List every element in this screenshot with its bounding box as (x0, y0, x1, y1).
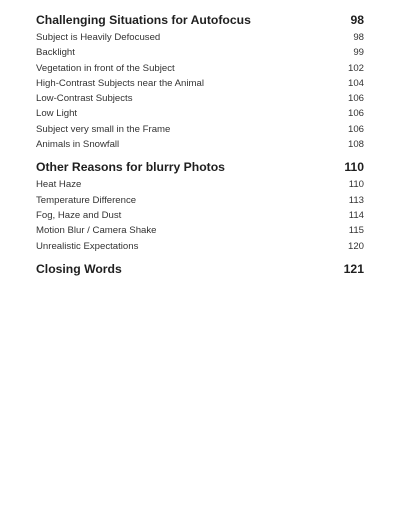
toc-entry[interactable] (36, 177, 364, 192)
entry-title: Subject very small in the Frame (36, 123, 171, 135)
entry-title: Vegetation in front of the Subject (36, 62, 175, 74)
entry-title: Fog, Haze and Dust (36, 209, 122, 221)
entry-title: Heat Haze (36, 179, 82, 191)
entry-page-number: 106 (347, 108, 364, 120)
toc-entry[interactable] (36, 106, 364, 121)
entry-page-number: 99 (353, 47, 364, 59)
entry-title: Temperature Difference (36, 194, 137, 206)
entry-page-number: 110 (348, 179, 364, 191)
entry-title: Subject is Heavily Defocused (36, 32, 161, 43)
section-title: Other Reasons for blurry Photos (36, 160, 225, 175)
toc-section-heading[interactable] (36, 10, 364, 30)
entry-page-number: 113 (348, 194, 364, 206)
toc-section-heading[interactable] (36, 259, 364, 279)
toc-entry[interactable] (36, 223, 364, 238)
entry-page-number: 115 (348, 225, 364, 237)
entry-page-number: 104 (347, 77, 364, 89)
entry-page-number: 102 (347, 62, 364, 74)
toc-entry-list (36, 177, 364, 253)
entry-title: Backlight (36, 47, 75, 59)
toc-section (36, 10, 364, 152)
toc-section-heading[interactable] (36, 157, 364, 177)
toc-section (36, 259, 364, 279)
section-page-number: 110 (344, 160, 364, 175)
entry-title: Animals in Snowfall (36, 139, 120, 151)
section-page-number: 121 (343, 261, 364, 276)
entry-title: High-Contrast Subjects near the Animal (36, 77, 204, 89)
toc-entry[interactable] (36, 45, 364, 60)
entry-title: Low Light (36, 108, 78, 120)
toc-entry[interactable] (36, 76, 364, 91)
table-of-contents (36, 10, 364, 279)
toc-entry[interactable] (36, 91, 364, 106)
entry-page-number: 106 (347, 123, 364, 135)
toc-entry[interactable] (36, 30, 364, 45)
entry-page-number: 98 (353, 32, 364, 43)
toc-entry[interactable] (36, 61, 364, 76)
toc-entry[interactable] (36, 137, 364, 152)
entry-title: Unrealistic Expectations (36, 240, 139, 252)
toc-entry[interactable] (36, 122, 364, 137)
entry-page-number: 120 (347, 240, 364, 252)
entry-page-number: 106 (347, 93, 364, 105)
entry-title: Motion Blur / Camera Shake (36, 225, 157, 237)
entry-page-number: 114 (348, 209, 364, 221)
toc-entry[interactable] (36, 193, 364, 208)
toc-entry[interactable] (36, 208, 364, 223)
section-title: Challenging Situations for Autofocus (36, 13, 251, 27)
toc-entry-list (36, 30, 364, 152)
toc-section (36, 157, 364, 253)
section-title: Closing Words (36, 261, 122, 276)
entry-title: Low-Contrast Subjects (36, 93, 133, 105)
entry-page-number: 108 (347, 139, 364, 151)
section-page-number: 98 (350, 13, 364, 27)
toc-entry[interactable] (36, 239, 364, 254)
